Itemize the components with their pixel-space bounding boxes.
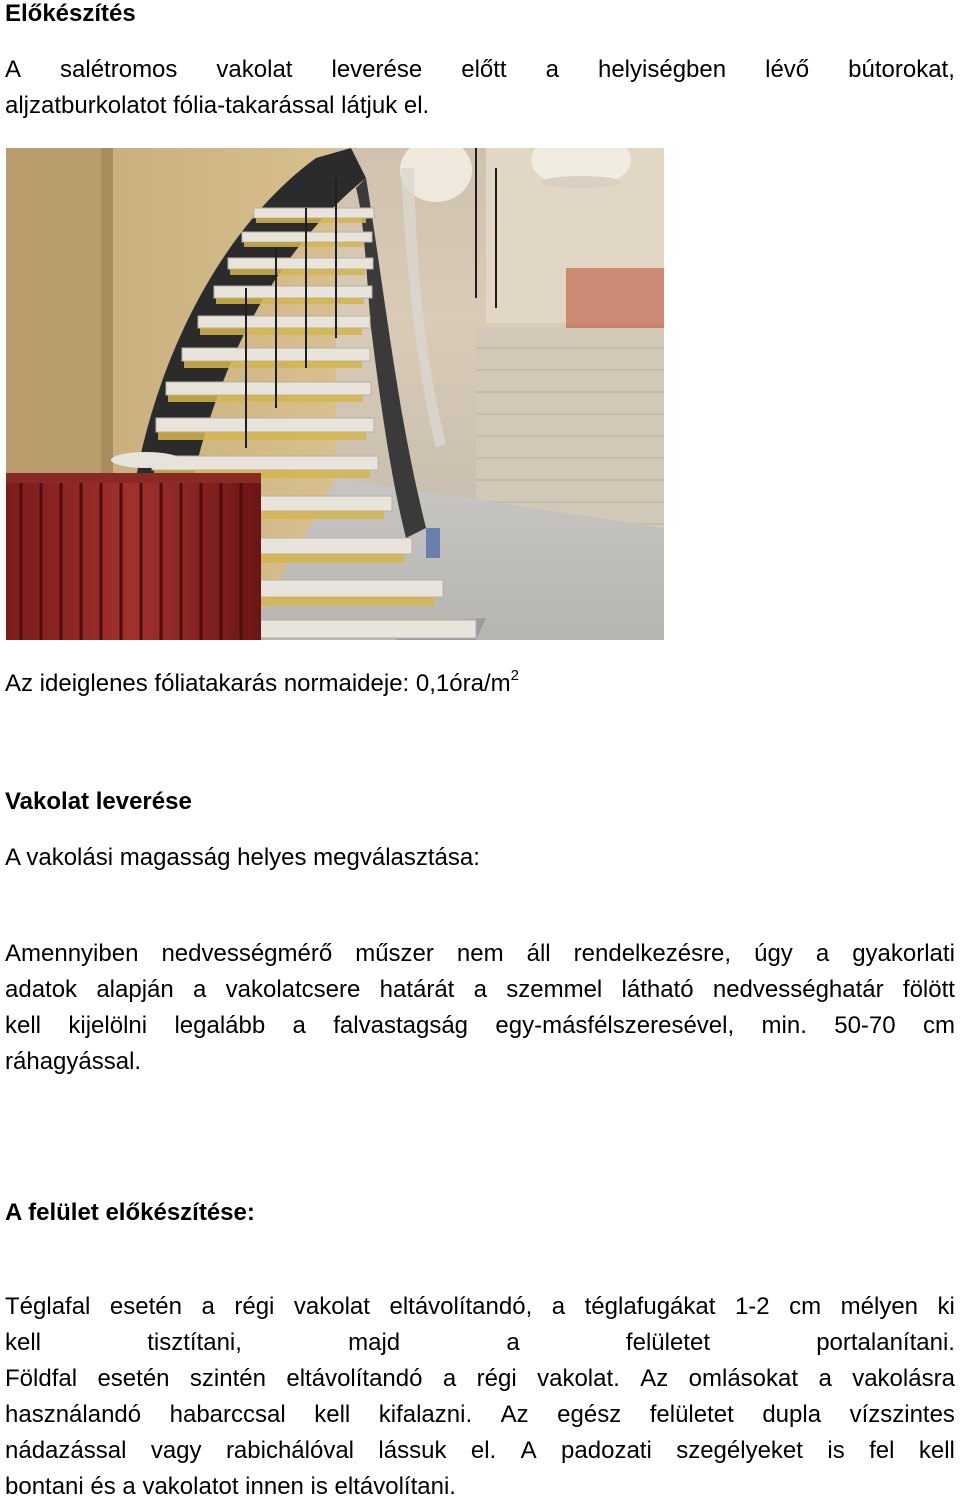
word: Téglafal [5, 1293, 91, 1320]
word: habarccsal [169, 1401, 286, 1428]
staircase-renovation-photo [6, 148, 664, 640]
surface-prep-line-3 [5, 1361, 955, 1397]
word: áll [526, 940, 551, 967]
word: majd [348, 1329, 401, 1356]
word: felületet [649, 1401, 734, 1428]
word: rabichálóval [225, 1437, 355, 1464]
word: használandó [5, 1401, 142, 1428]
word: a [473, 976, 487, 1003]
word: esetén [97, 1365, 170, 1392]
word: műszer [355, 940, 434, 967]
word: a [545, 56, 559, 83]
word: kell [918, 1437, 955, 1464]
word: esetén [109, 1293, 182, 1320]
word: a [815, 940, 830, 967]
plaster-removal-line-2 [5, 972, 955, 1008]
word: rendelkezésre, [573, 940, 732, 967]
word: régi [234, 1293, 275, 1320]
word: a [442, 1365, 457, 1392]
word: ki [937, 1293, 955, 1320]
word: vízszintes [849, 1401, 955, 1428]
word: legalább [174, 1012, 266, 1039]
word: egy-másfélszeresével, [495, 1012, 735, 1039]
surface-prep-line-6: bontani és a vakolatot innen is eltávolítani. [5, 1473, 456, 1500]
word: nedvességhatár [712, 976, 884, 1003]
word: cm [922, 1012, 955, 1039]
word: is [827, 1437, 845, 1464]
word: portalanítani. [816, 1329, 955, 1356]
plaster-removal-line-1 [5, 936, 955, 972]
word: eltávolítandó [286, 1365, 423, 1392]
word: a [551, 1293, 566, 1320]
word: 50-70 [834, 1012, 896, 1039]
norm-unit-exponent: 2 [510, 667, 519, 684]
word: min. [761, 1012, 807, 1039]
surface-prep-line-5 [5, 1433, 955, 1469]
word: lévő [765, 56, 810, 83]
word: vakolat [216, 56, 293, 83]
word: mélyen [840, 1293, 919, 1320]
word: felületet [625, 1329, 710, 1356]
surface-prep-body [5, 1289, 955, 1505]
word: A [5, 56, 22, 83]
word: a [506, 1329, 520, 1356]
word: a [193, 976, 207, 1003]
preparation-intro [5, 52, 955, 124]
word: a [201, 1293, 215, 1320]
section-title-preparation: Előkészítés [5, 0, 136, 27]
surface-prep-line-4 [5, 1397, 955, 1433]
section-title-surface-prep: A felület előkészítése: [5, 1199, 255, 1226]
word: helyiségben [597, 56, 727, 83]
word: vakolat [293, 1293, 370, 1320]
word: előtt [461, 56, 507, 83]
word: omlásokat [688, 1365, 799, 1392]
word: alapján [96, 976, 174, 1003]
word: leverése [331, 56, 423, 83]
word: kifalazni. [378, 1401, 473, 1428]
word: cm [789, 1293, 822, 1320]
word: 1-2 [734, 1293, 770, 1320]
word: kell [5, 1329, 42, 1356]
section-title-plaster-removal: Vakolat leverése [5, 788, 192, 815]
word: A [520, 1437, 537, 1464]
word: kell [5, 1012, 42, 1039]
word: vakolat. [537, 1365, 620, 1392]
word: padozati [561, 1437, 652, 1464]
word: Földfal [5, 1365, 78, 1392]
plaster-removal-body [5, 936, 955, 1080]
word: úgy [754, 940, 793, 967]
surface-prep-line-2 [5, 1325, 955, 1361]
word: nádazással [5, 1437, 127, 1464]
word: falvastagság [333, 1012, 469, 1039]
word: kell [314, 1401, 351, 1428]
word: salétromos [60, 56, 178, 83]
word: vakolásra [852, 1365, 955, 1392]
word: bútorokat, [848, 56, 955, 83]
norm-text: Az ideiglenes fóliatakarás normaideje: 0,1óra/m [5, 670, 511, 697]
word: kijelölni [68, 1012, 148, 1039]
plaster-removal-line-3 [5, 1008, 955, 1044]
word: régi [476, 1365, 517, 1392]
word: a [292, 1012, 306, 1039]
word: nedvességmérő [161, 940, 333, 967]
word: téglafugákat [584, 1293, 716, 1320]
word: fölött [902, 976, 955, 1003]
word: gyakorlati [852, 940, 955, 967]
word: Az [640, 1365, 669, 1392]
word: egész [557, 1401, 622, 1428]
plaster-removal-line-4: ráhagyással. [5, 1048, 142, 1075]
preparation-intro-line-2: aljzatburkolatot fólia-takarással látjuk el. [5, 92, 430, 119]
preparation-intro-line-1 [5, 52, 955, 88]
word: a [818, 1365, 832, 1392]
word: vakolatcsere [225, 976, 361, 1003]
word: határát [379, 976, 455, 1003]
word: látható [621, 976, 694, 1003]
staircase-photo-illustration [6, 148, 664, 640]
word: szegélyeket [676, 1437, 803, 1464]
foil-cover-norm-time [5, 666, 955, 702]
word: nem [456, 940, 504, 967]
surface-prep-line-1 [5, 1289, 955, 1325]
word: vagy [150, 1437, 202, 1464]
word: szemmel [506, 976, 603, 1003]
word: Az [500, 1401, 529, 1428]
word: eltávolítandó, [389, 1293, 533, 1320]
word: dupla [762, 1401, 822, 1428]
word: lássuk [378, 1437, 447, 1464]
word: el. [470, 1437, 497, 1464]
word: Amennyiben [5, 940, 139, 967]
word: tisztítani, [147, 1329, 242, 1356]
word: szintén [189, 1365, 266, 1392]
word: fel [869, 1437, 895, 1464]
plaster-removal-subtitle: A vakolási magasság helyes megválasztása: [5, 844, 480, 871]
word: adatok [5, 976, 78, 1003]
